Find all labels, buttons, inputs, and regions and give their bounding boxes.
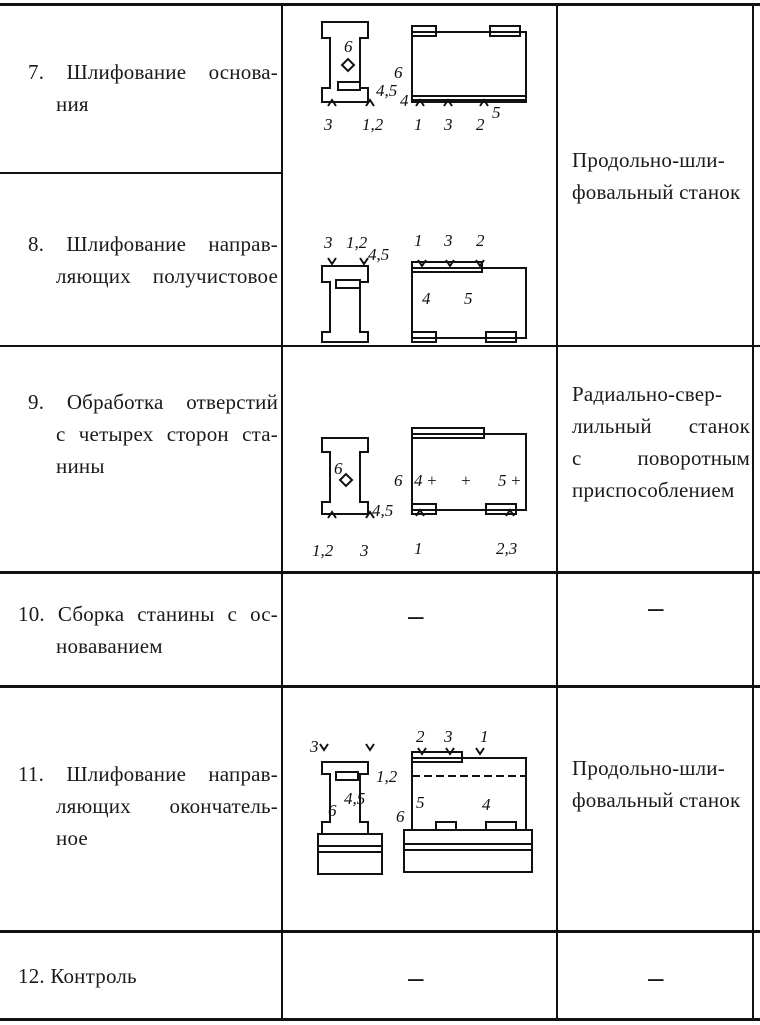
r7-label-3a: 3: [324, 115, 333, 134]
table-bottom-border: [0, 1018, 760, 1021]
r11-label-45: 4,5: [344, 789, 366, 808]
equipment-9: [572, 378, 750, 506]
column-divider-1: [281, 3, 283, 1019]
r9-label-12: 1,2: [312, 541, 334, 560]
r11-label-4: 4: [482, 795, 491, 814]
r8-label-5: 5: [464, 289, 473, 308]
r9-label-45: 4,5: [372, 501, 394, 520]
sketch-row-11: [300, 722, 540, 882]
equipment-12-dash: –: [648, 962, 664, 993]
r9-label-5: 5: [498, 471, 507, 490]
r9-plus-3: +: [510, 471, 522, 490]
operation-8: [28, 228, 278, 292]
sketch-10-dash: –: [408, 600, 424, 631]
equipment-11-line-1: Продольно-шли-: [572, 756, 725, 780]
equipment-11-line-2: фовальный станок: [572, 788, 741, 812]
r11-label-5: 5: [416, 793, 425, 812]
operation-11: [18, 758, 278, 854]
sketch-row-9: [300, 424, 540, 570]
r11-label-2: 2: [416, 727, 425, 746]
sketch-row-8: [300, 224, 540, 344]
operation-9-line-3: нины: [56, 454, 105, 478]
r9-label-1: 1: [414, 539, 423, 558]
equipment-7-8-line-2: фовальный станок: [572, 180, 741, 204]
r11-label-6b: 6: [396, 807, 405, 826]
equipment-11: [572, 752, 750, 816]
operation-11-line-3: ное: [56, 826, 88, 850]
operation-10: [18, 598, 278, 662]
r8-label-45: 4,5: [368, 245, 390, 264]
r7-label-5: 5: [492, 103, 501, 122]
operation-11-line-2: ляющих окончатель-: [56, 794, 278, 818]
r9-plus-1: +: [426, 471, 438, 490]
r8-label-3b: 3: [444, 231, 453, 250]
equipment-7-8-line-1: Продольно-шли-: [572, 148, 725, 172]
r9-label-6a: 6: [334, 459, 343, 478]
r11-label-3b: 3: [444, 727, 453, 746]
operation-11-line-1: 11. Шлифование направ-: [18, 762, 278, 786]
operation-7-line-1: 7. Шлифование основа-: [28, 60, 279, 84]
r11-label-12: 1,2: [376, 767, 398, 786]
operation-8-line-1: 8. Шлифование направ-: [28, 232, 278, 256]
table-right-border: [752, 3, 754, 1019]
r7-label-3b: 3: [444, 115, 453, 134]
r11-label-3a: 3: [310, 737, 319, 756]
sketch-12-dash: –: [408, 962, 424, 993]
r8-label-4: 4: [422, 289, 431, 308]
equipment-9-line-2: лильный станок: [572, 414, 750, 438]
r9-label-4: 4: [414, 471, 423, 490]
r7-label-1: 1: [414, 115, 423, 134]
r9-label-23: 2,3: [496, 539, 518, 558]
operation-7-line-2: ния: [56, 92, 89, 116]
r7-label-6a: 6: [344, 37, 353, 56]
r11-label-6a: 6: [328, 801, 337, 820]
r7-label-4: 4: [400, 91, 409, 110]
r7-label-45: 4,5: [376, 81, 398, 100]
r8-label-3a: 3: [324, 233, 333, 252]
r7-label-12: 1,2: [362, 115, 384, 134]
r11-label-1: 1: [480, 727, 489, 746]
operation-10-line-1: 10. Сборка станины с ос-: [18, 602, 278, 626]
operation-9-line-2: с четырех сторон ста-: [56, 422, 278, 446]
equipment-9-line-4: приспособлением: [572, 478, 735, 502]
row-divider-9: [0, 571, 760, 574]
r9-plus-2: +: [460, 471, 472, 490]
table-top-border: [0, 3, 760, 6]
row-divider-8: [0, 345, 760, 347]
r9-label-6b: 6: [394, 471, 403, 490]
equipment-9-line-3: с поворотным: [572, 446, 750, 470]
equipment-10-dash: –: [648, 592, 664, 623]
sketch-row-7: [300, 10, 540, 160]
row-divider-10: [0, 685, 760, 688]
r8-label-2: 2: [476, 231, 485, 250]
operation-8-line-2: ляющих получистовое: [56, 264, 278, 288]
equipment-9-line-1: Радиально-свер-: [572, 382, 723, 406]
operation-10-line-2: новаванием: [56, 634, 163, 658]
operation-7-number: 7.: [28, 60, 45, 84]
row-divider-7: [0, 172, 282, 174]
column-divider-2: [556, 3, 558, 1019]
operation-12-line-1: 12. Контроль: [18, 964, 137, 988]
row-divider-11: [0, 930, 760, 933]
r7-label-6b: 6: [394, 63, 403, 82]
operation-9: [28, 386, 278, 482]
equipment-7-8: [572, 144, 750, 208]
r7-label-2: 2: [476, 115, 485, 134]
operation-7: [28, 56, 278, 120]
r9-label-3a: 3: [360, 541, 369, 560]
r8-label-12: 1,2: [346, 233, 368, 252]
r8-label-1: 1: [414, 231, 423, 250]
operation-12: [18, 960, 278, 992]
operation-9-line-1: 9. Обработка отверстий: [28, 390, 279, 414]
